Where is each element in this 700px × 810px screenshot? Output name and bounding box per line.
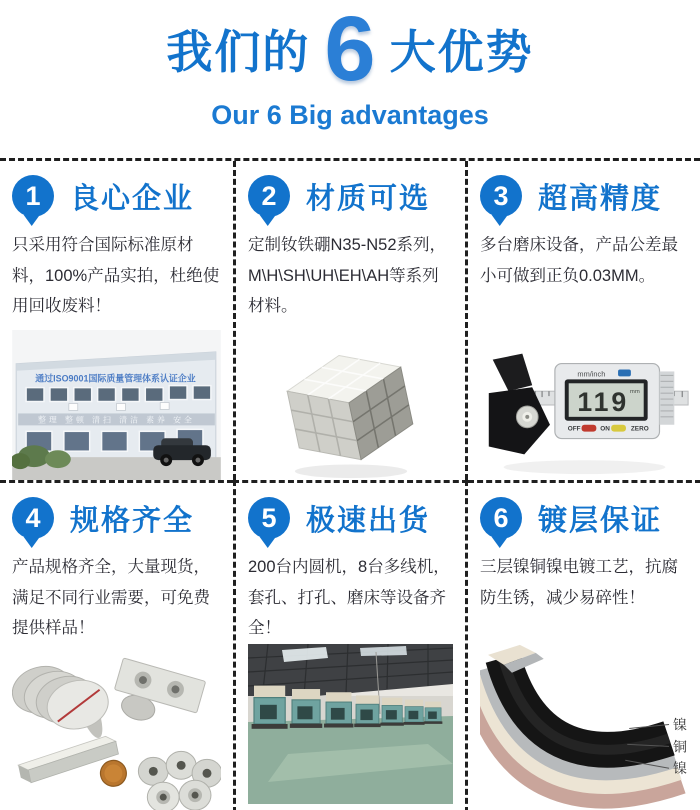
- number-pin-badge: 5: [248, 497, 290, 539]
- page-title: [0, 0, 700, 100]
- coating-layers-photo: [480, 633, 689, 810]
- number-pin-badge: 4: [12, 497, 54, 539]
- number-pin-badge: 1: [12, 175, 54, 217]
- caliper-on-label: ON: [600, 425, 610, 433]
- card-6-description: 三层镍铜镍电镀工艺，抗腐防生锈，减少易碎性！: [480, 558, 678, 607]
- card-6-photo: [480, 631, 689, 810]
- magnet-products-photo: [12, 644, 221, 810]
- title-prefix: 我们的: [166, 26, 311, 79]
- card-3-header: [480, 175, 689, 217]
- advantage-card-4: [0, 480, 233, 810]
- card-2-description: 定制钕铁硼N35-N52系列，M\H\SH\UH\EH\AH等系列材料。: [248, 236, 447, 316]
- page-subtitle: Our 6 Big advantages: [211, 100, 489, 131]
- advantages-grid: [0, 158, 700, 810]
- advantage-card-3: [468, 161, 700, 480]
- card-1-photo: [12, 328, 221, 480]
- card-4-photo: [12, 644, 221, 810]
- advantage-card-1: [0, 161, 233, 480]
- factory-banner-text: 通过ISO9001国际质量管理体系认证企业: [35, 373, 196, 384]
- caliper-mm-inch-label: mm/inch: [577, 369, 606, 379]
- coating-label-copper: 铜: [673, 738, 687, 755]
- coating-label-nickel-2: 镍: [673, 760, 687, 777]
- disc-magnet-stack: [12, 660, 113, 741]
- caliper-zero-label: ZERO: [630, 425, 649, 433]
- caliper-unit-label: mm: [629, 389, 640, 396]
- caliper-blue-button: [618, 369, 631, 376]
- workshop-photo: [248, 644, 453, 804]
- card-3-description: 多台磨床设备，产品公差最小可做到正负0.03MM。: [480, 236, 678, 285]
- card-2-photo: [248, 328, 453, 480]
- caliper-red-button: [582, 425, 597, 432]
- page-header: [0, 0, 700, 158]
- card-1-header: [12, 175, 221, 217]
- magnet-cube-photo: [251, 330, 451, 480]
- bar-magnet-with-coin: [16, 733, 129, 804]
- card-4-description: 产品规格齐全，大量现货，满足不同行业需要，可免费提供样品！: [12, 558, 210, 638]
- card-3-photo: [480, 328, 689, 480]
- card-5-description: 200台内圆机，8台多线机，套孔、打孔、磨床等设备齐全！: [248, 558, 450, 638]
- card-1-description: 只采用符合国际标准原材料，100%产品实拍，杜绝使用回收废料！: [12, 236, 220, 316]
- card-5-header: [248, 497, 453, 539]
- advantage-card-5: [233, 480, 468, 810]
- card-1-title: 良心企业: [70, 182, 195, 215]
- card-2-title: 材质可选: [306, 182, 431, 215]
- card-4-title: 规格齐全: [70, 504, 195, 537]
- card-3-title: 超高精度: [538, 182, 663, 215]
- caliper-off-label: OFF: [567, 425, 581, 433]
- number-pin-badge: 2: [248, 175, 290, 217]
- ring-magnets-group: [138, 751, 221, 810]
- title-number: 6: [324, 0, 376, 100]
- card-4-header: [12, 497, 221, 539]
- title-suffix: 大优势: [389, 26, 534, 79]
- card-6-title: 镀层保证: [538, 504, 663, 537]
- digital-caliper-photo: [480, 330, 689, 480]
- caliper-lcd-value: 119: [577, 386, 630, 417]
- card-6-header: [480, 497, 689, 539]
- factory-building-photo: [12, 330, 221, 480]
- card-5-photo: [248, 644, 453, 810]
- card-5-title: 极速出货: [306, 504, 431, 537]
- advantage-card-6: [468, 480, 700, 810]
- coating-label-nickel-1: 镍: [673, 716, 687, 733]
- number-pin-badge: 3: [480, 175, 522, 217]
- caliper-yellow-button: [611, 425, 626, 432]
- number-pin-badge: 6: [480, 497, 522, 539]
- card-2-header: [248, 175, 453, 217]
- countersunk-plate-magnet: [108, 657, 206, 734]
- advantage-card-2: [233, 161, 468, 480]
- factory-slogan-text: 整理 整顿 清扫 清洁 素养 安全: [38, 415, 195, 425]
